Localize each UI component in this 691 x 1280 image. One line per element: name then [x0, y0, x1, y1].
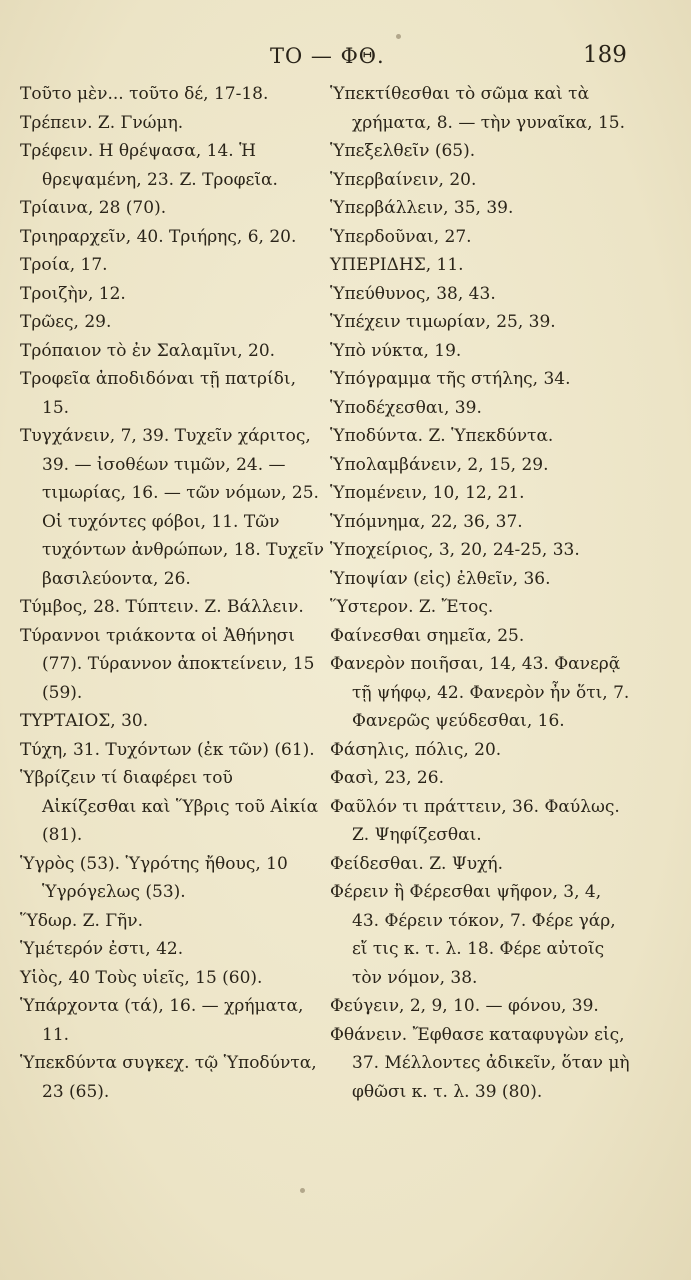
- index-entry: Ὑποψίαν (εἰς) ἐλθεῖν, 36.: [330, 568, 551, 589]
- index-entry: Ὑποχείριος, 3, 20, 24-25, 33.: [330, 540, 580, 560]
- index-entry: Τύχη, 31. Τυχόντων (ἐκ τῶν) (61).: [20, 739, 315, 760]
- index-entry: Τύραννοι τριάκοντα οἱ Ἀθήνησι (77). Τύραννον ἀποκτείνειν, 15 (59).: [20, 625, 315, 703]
- index-entry: Ὕδωρ. Ζ. Γῆν.: [20, 910, 143, 931]
- index-entry: Φαῦλόν τι πράττειν, 36. Φαύλως. Ζ. Ψηφίζεσθαι.: [330, 796, 620, 845]
- page-header: [0, 44, 691, 74]
- left-index-column: [20, 80, 325, 1106]
- index-entry: Τυγχάνειν, 7, 39. Τυχεῖν χάριτος, 39. — ἰσοθέων τιμῶν, 24. — τιμωρίας, 16. — τῶν νόμων, 25. Οἱ τυχόντες φόβοι, 11. Τῶν τυχόντων ἀνθρώπων, 18. Τυχεῖν βασιλεύοντα, 26.: [20, 426, 324, 589]
- index-entry: Ὑπεύθυνος, 38, 43.: [330, 283, 496, 304]
- index-entry: Τριηραρχεῖν, 40. Τριήρης, 6, 20.: [20, 226, 297, 247]
- index-entry: Ὑπερβαίνειν, 20.: [330, 169, 477, 190]
- ink-spot-bottom: [300, 1188, 305, 1193]
- index-entry: Ὑπερδοῦναι, 27.: [330, 226, 472, 247]
- index-entry: Ὑμέτερόν ἐστι, 42.: [20, 939, 184, 959]
- index-entry: Φεύγειν, 2, 9, 10. — φόνου, 39.: [330, 996, 599, 1016]
- index-entry: Φέρειν ἢ Φέρεσθαι ψῆφον, 3, 4, 43. Φέρειν τόκον, 7. Φέρε γάρ, εἴ τις κ. τ. λ. 18. Φέρε αὐτοῖς τὸν νόμον, 38.: [330, 882, 616, 988]
- index-entry: Ὕστερον. Ζ. Ἔτος.: [330, 597, 494, 617]
- index-entry: ΤΥΡΤΑΙΟΣ, 30.: [20, 711, 149, 731]
- index-entry: Τρόπαιον τὸ ἐν Σαλαμῖνι, 20.: [20, 340, 276, 361]
- index-entry: Ὑπεξελθεῖν (65).: [330, 141, 476, 161]
- index-entry: Φανερὸν ποιῆσαι, 14, 43. Φανερᾷ τῇ ψήφῳ, 42. Φανερὸν ἦν ὅτι, 7. Φανερῶς ψεύδεσθαι, 16.: [330, 654, 630, 731]
- index-entry: Τρίαινα, 28 (70).: [20, 198, 167, 218]
- index-entry: Τροιζὴν, 12.: [20, 283, 126, 304]
- index-entry: Υἱὸς, 40 Τοὺς υἱεῖς, 15 (60).: [20, 967, 263, 988]
- index-entry: Ὑπάρχοντα (τά), 16. — χρήματα, 11.: [20, 996, 304, 1045]
- index-entry: Ὑπέχειν τιμωρίαν, 25, 39.: [330, 312, 556, 332]
- index-entry: Ὑπολαμβάνειν, 2, 15, 29.: [330, 454, 549, 475]
- index-entry: Ὑβρίζειν τί διαφέρει τοῦ Αἰκίζεσθαι καὶ Ὕβρις τοῦ Αἰκία (81).: [20, 768, 319, 845]
- index-entry: Ὑπομένειν, 10, 12, 21.: [330, 483, 525, 503]
- index-entry: Τρέπειν. Ζ. Γνώμη.: [20, 112, 184, 133]
- index-entry: ΥΠΕΡΙΔΗΣ, 11.: [330, 255, 464, 275]
- index-entry: Φείδεσθαι. Ζ. Ψυχή.: [330, 853, 503, 874]
- index-entry: Φθάνειν. Ἔφθασε καταφυγὼν εἰς, 37. Μέλλοντες ἀδικεῖν, ὅταν μὴ φθῶσι κ. τ. λ. 39 (80).: [330, 1024, 630, 1102]
- index-entry: Ὑπερβάλλειν, 35, 39.: [330, 198, 514, 218]
- index-entry: Φαίνεσθαι σημεῖα, 25.: [330, 625, 525, 646]
- index-entry: Ὑγρὸς (53). Ὑγρότης ἤθους, 10 Ὑγρόγελως (53).: [20, 853, 288, 902]
- index-entry: Τροφεῖα ἀποδιδόναι τῇ πατρίδι, 15.: [20, 369, 296, 418]
- index-entry: Ὑπόγραμμα τῆς στήλης, 34.: [330, 369, 571, 389]
- index-entry: Τρέφειν. Η θρέψασα, 14. Ἡ θρεψαμένη, 23. Ζ. Τροφεῖα.: [20, 141, 278, 190]
- index-entry: Φασὶ, 23, 26.: [330, 768, 444, 788]
- index-entry: Ὑποδέχεσθαι, 39.: [330, 397, 482, 418]
- right-index-column: [330, 80, 630, 1106]
- index-entry: Φάσηλις, πόλις, 20.: [330, 739, 502, 760]
- index-entry: Ὑπὸ νύκτα, 19.: [330, 340, 462, 361]
- index-entry: Τύμβος, 28. Τύπτειν. Ζ. Βάλλειν.: [20, 597, 304, 617]
- index-entry: Τροία, 17.: [20, 255, 108, 275]
- index-entry: Τρῶες, 29.: [20, 312, 112, 332]
- index-entry: Ὑπεκτίθεσθαι τὸ σῶμα καὶ τὰ χρήματα, 8. — τὴν γυναῖκα, 15.: [330, 84, 625, 133]
- index-entry: Ὑπεκδύντα συγκεχ. τῷ Ὑποδύντα, 23 (65).: [20, 1053, 317, 1102]
- index-entry: Ὑπόμνημα, 22, 36, 37.: [330, 511, 523, 532]
- running-head: ΤΟ — ΦΘ.: [270, 44, 385, 68]
- page-number: 189: [583, 42, 627, 68]
- index-entry: Τοῦτο μὲν... τοῦτο δέ, 17-18.: [20, 84, 269, 104]
- index-entry: Ὑποδύντα. Ζ. Ὑπεκδύντα.: [330, 426, 554, 446]
- ink-spot-top: [396, 34, 401, 39]
